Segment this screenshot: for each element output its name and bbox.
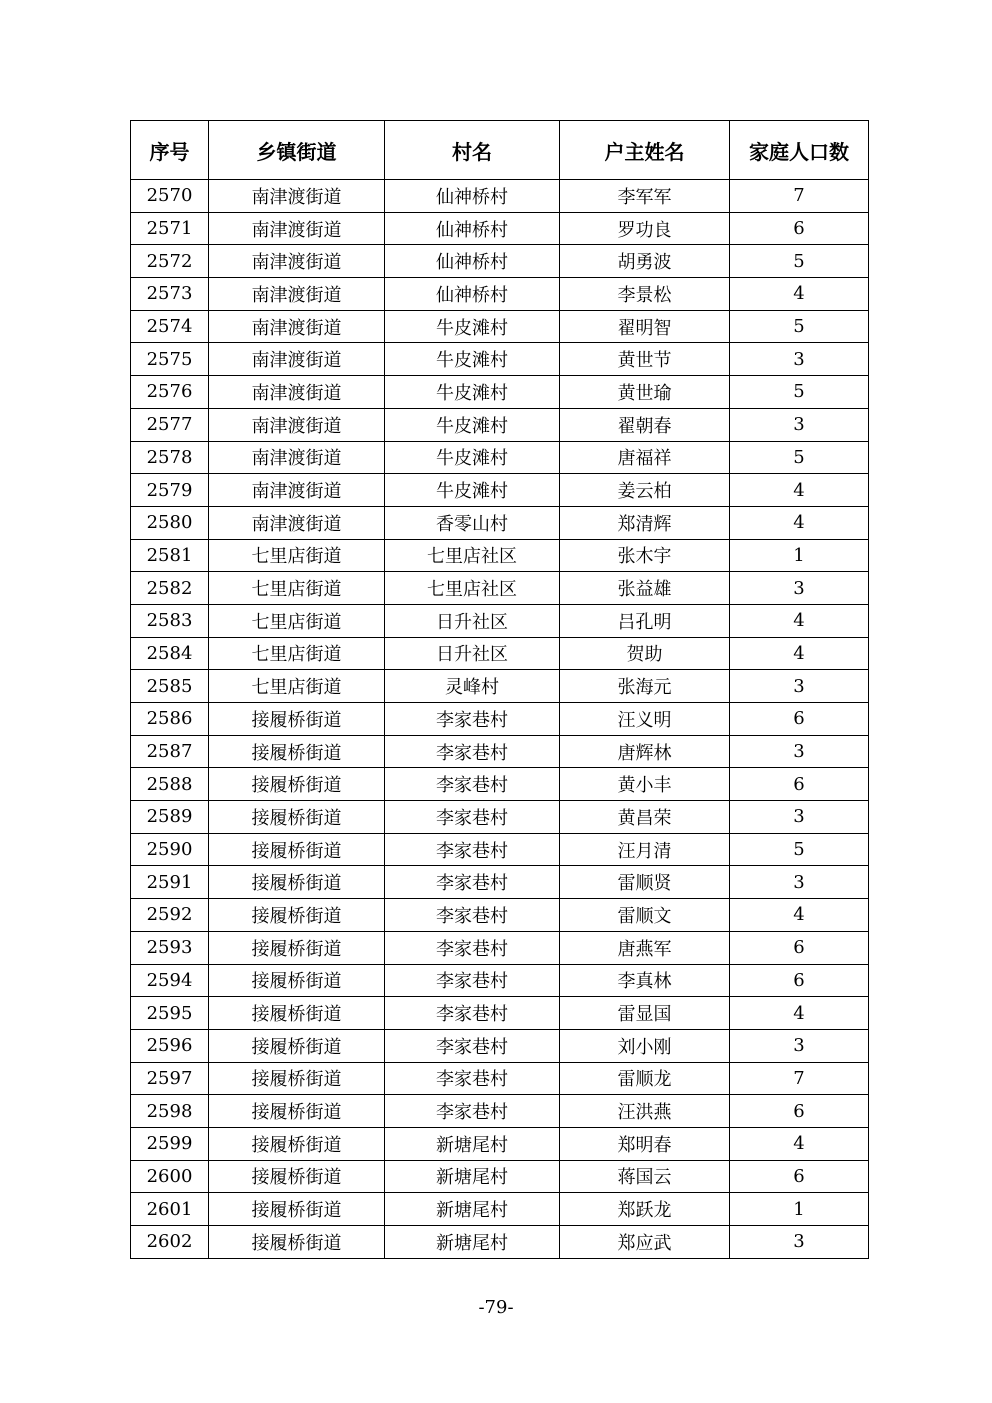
cell-family-size: 5 [730, 310, 869, 343]
table-row [131, 703, 869, 736]
cell-householder: 罗功良 [560, 212, 730, 245]
header-subdistrict: 乡镇街道 [209, 121, 385, 180]
table-row [131, 343, 869, 376]
cell-serial-number: 2579 [131, 474, 209, 507]
cell-family-size: 3 [730, 866, 869, 899]
cell-village: 李家巷村 [385, 768, 560, 801]
cell-serial-number: 2582 [131, 572, 209, 605]
cell-householder: 翟明智 [560, 310, 730, 343]
cell-subdistrict: 七里店街道 [209, 539, 385, 572]
cell-subdistrict: 接履桥街道 [209, 1095, 385, 1128]
table-row [131, 1095, 869, 1128]
cell-family-size: 4 [730, 899, 869, 932]
cell-householder: 黄世瑜 [560, 376, 730, 409]
cell-subdistrict: 接履桥街道 [209, 1160, 385, 1193]
cell-village: 香零山村 [385, 506, 560, 539]
cell-subdistrict: 接履桥街道 [209, 931, 385, 964]
table-row [131, 474, 869, 507]
cell-family-size: 4 [730, 637, 869, 670]
cell-village: 日升社区 [385, 604, 560, 637]
cell-householder: 张木宇 [560, 539, 730, 572]
table-row [131, 212, 869, 245]
page-number: -79- [478, 1297, 514, 1318]
cell-serial-number: 2596 [131, 1029, 209, 1062]
cell-family-size: 3 [730, 735, 869, 768]
cell-family-size: 4 [730, 506, 869, 539]
cell-village: 李家巷村 [385, 997, 560, 1030]
cell-family-size: 3 [730, 408, 869, 441]
cell-householder: 胡勇波 [560, 245, 730, 278]
cell-village: 李家巷村 [385, 735, 560, 768]
cell-householder: 黄昌荣 [560, 801, 730, 834]
cell-serial-number: 2584 [131, 637, 209, 670]
header-householder: 户主姓名 [560, 121, 730, 180]
cell-subdistrict: 南津渡街道 [209, 343, 385, 376]
cell-family-size: 4 [730, 1127, 869, 1160]
cell-village: 新塘尾村 [385, 1193, 560, 1226]
cell-village: 牛皮滩村 [385, 376, 560, 409]
cell-serial-number: 2588 [131, 768, 209, 801]
table-row [131, 180, 869, 213]
cell-village: 李家巷村 [385, 1062, 560, 1095]
cell-village: 牛皮滩村 [385, 343, 560, 376]
cell-family-size: 6 [730, 1160, 869, 1193]
cell-subdistrict: 接履桥街道 [209, 899, 385, 932]
cell-subdistrict: 接履桥街道 [209, 866, 385, 899]
table-row [131, 376, 869, 409]
cell-family-size: 4 [730, 997, 869, 1030]
cell-village: 日升社区 [385, 637, 560, 670]
cell-family-size: 5 [730, 245, 869, 278]
cell-village: 新塘尾村 [385, 1160, 560, 1193]
cell-serial-number: 2597 [131, 1062, 209, 1095]
cell-family-size: 3 [730, 670, 869, 703]
table-row [131, 866, 869, 899]
cell-village: 李家巷村 [385, 866, 560, 899]
cell-serial-number: 2591 [131, 866, 209, 899]
cell-serial-number: 2593 [131, 931, 209, 964]
cell-householder: 雷顺贤 [560, 866, 730, 899]
cell-householder: 蒋国云 [560, 1160, 730, 1193]
cell-village: 李家巷村 [385, 964, 560, 997]
cell-householder: 郑跃龙 [560, 1193, 730, 1226]
cell-subdistrict: 接履桥街道 [209, 833, 385, 866]
cell-family-size: 6 [730, 931, 869, 964]
cell-family-size: 5 [730, 441, 869, 474]
cell-family-size: 6 [730, 1095, 869, 1128]
cell-householder: 姜云柏 [560, 474, 730, 507]
table-header-row [131, 121, 869, 180]
cell-householder: 黄世节 [560, 343, 730, 376]
cell-family-size: 5 [730, 376, 869, 409]
cell-householder: 雷顺龙 [560, 1062, 730, 1095]
cell-householder: 吕孔明 [560, 604, 730, 637]
cell-village: 李家巷村 [385, 801, 560, 834]
cell-serial-number: 2571 [131, 212, 209, 245]
cell-village: 新塘尾村 [385, 1127, 560, 1160]
cell-village: 李家巷村 [385, 703, 560, 736]
cell-serial-number: 2594 [131, 964, 209, 997]
cell-subdistrict: 接履桥街道 [209, 1127, 385, 1160]
cell-family-size: 7 [730, 1062, 869, 1095]
table-row [131, 310, 869, 343]
cell-serial-number: 2602 [131, 1226, 209, 1259]
cell-householder: 雷顺文 [560, 899, 730, 932]
cell-householder: 唐燕军 [560, 931, 730, 964]
cell-subdistrict: 七里店街道 [209, 670, 385, 703]
household-table-container [130, 120, 868, 1259]
cell-subdistrict: 南津渡街道 [209, 506, 385, 539]
table-row [131, 1160, 869, 1193]
table-row [131, 670, 869, 703]
table-row [131, 1062, 869, 1095]
cell-village: 七里店社区 [385, 572, 560, 605]
table-row [131, 637, 869, 670]
table-row [131, 801, 869, 834]
cell-serial-number: 2581 [131, 539, 209, 572]
cell-village: 仙神桥村 [385, 278, 560, 311]
cell-village: 李家巷村 [385, 1095, 560, 1128]
cell-householder: 唐辉林 [560, 735, 730, 768]
header-serial-number: 序号 [131, 121, 209, 180]
table-row [131, 572, 869, 605]
household-table [130, 120, 869, 1259]
cell-family-size: 3 [730, 572, 869, 605]
cell-village: 七里店社区 [385, 539, 560, 572]
cell-subdistrict: 南津渡街道 [209, 441, 385, 474]
cell-householder: 张海元 [560, 670, 730, 703]
cell-serial-number: 2578 [131, 441, 209, 474]
cell-subdistrict: 南津渡街道 [209, 408, 385, 441]
cell-village: 牛皮滩村 [385, 408, 560, 441]
cell-family-size: 4 [730, 604, 869, 637]
cell-householder: 郑明春 [560, 1127, 730, 1160]
cell-subdistrict: 接履桥街道 [209, 1029, 385, 1062]
cell-householder: 李军军 [560, 180, 730, 213]
table-row [131, 539, 869, 572]
cell-family-size: 5 [730, 833, 869, 866]
cell-village: 仙神桥村 [385, 212, 560, 245]
cell-householder: 刘小刚 [560, 1029, 730, 1062]
cell-family-size: 6 [730, 768, 869, 801]
table-row [131, 441, 869, 474]
cell-village: 牛皮滩村 [385, 474, 560, 507]
cell-subdistrict: 南津渡街道 [209, 245, 385, 278]
cell-village: 新塘尾村 [385, 1226, 560, 1259]
table-row [131, 768, 869, 801]
cell-householder: 黄小丰 [560, 768, 730, 801]
cell-village: 灵峰村 [385, 670, 560, 703]
cell-subdistrict: 七里店街道 [209, 572, 385, 605]
cell-subdistrict: 南津渡街道 [209, 180, 385, 213]
cell-subdistrict: 七里店街道 [209, 604, 385, 637]
cell-family-size: 3 [730, 343, 869, 376]
table-row [131, 506, 869, 539]
cell-serial-number: 2595 [131, 997, 209, 1030]
cell-village: 仙神桥村 [385, 245, 560, 278]
table-row [131, 931, 869, 964]
table-row [131, 899, 869, 932]
cell-householder: 贺助 [560, 637, 730, 670]
table-row [131, 278, 869, 311]
cell-serial-number: 2570 [131, 180, 209, 213]
table-row [131, 964, 869, 997]
cell-householder: 李真林 [560, 964, 730, 997]
cell-householder: 郑清辉 [560, 506, 730, 539]
cell-subdistrict: 接履桥街道 [209, 768, 385, 801]
cell-householder: 李景松 [560, 278, 730, 311]
cell-subdistrict: 南津渡街道 [209, 310, 385, 343]
cell-subdistrict: 南津渡街道 [209, 376, 385, 409]
cell-subdistrict: 接履桥街道 [209, 703, 385, 736]
table-row [131, 1226, 869, 1259]
cell-family-size: 1 [730, 1193, 869, 1226]
cell-householder: 张益雄 [560, 572, 730, 605]
table-row [131, 1127, 869, 1160]
cell-family-size: 1 [730, 539, 869, 572]
header-family-size: 家庭人口数 [730, 121, 869, 180]
cell-village: 牛皮滩村 [385, 441, 560, 474]
header-village: 村名 [385, 121, 560, 180]
table-row [131, 1193, 869, 1226]
cell-householder: 雷显国 [560, 997, 730, 1030]
cell-serial-number: 2577 [131, 408, 209, 441]
cell-subdistrict: 七里店街道 [209, 637, 385, 670]
table-row [131, 408, 869, 441]
cell-subdistrict: 接履桥街道 [209, 1226, 385, 1259]
cell-subdistrict: 接履桥街道 [209, 801, 385, 834]
cell-serial-number: 2589 [131, 801, 209, 834]
table-body [131, 180, 869, 1259]
cell-family-size: 4 [730, 278, 869, 311]
cell-householder: 唐福祥 [560, 441, 730, 474]
cell-subdistrict: 南津渡街道 [209, 278, 385, 311]
table-row [131, 1029, 869, 1062]
cell-serial-number: 2601 [131, 1193, 209, 1226]
cell-subdistrict: 南津渡街道 [209, 212, 385, 245]
cell-subdistrict: 接履桥街道 [209, 1193, 385, 1226]
table-row [131, 245, 869, 278]
cell-serial-number: 2583 [131, 604, 209, 637]
cell-serial-number: 2580 [131, 506, 209, 539]
cell-serial-number: 2590 [131, 833, 209, 866]
cell-village: 李家巷村 [385, 899, 560, 932]
cell-family-size: 4 [730, 474, 869, 507]
cell-village: 李家巷村 [385, 931, 560, 964]
table-row [131, 604, 869, 637]
cell-village: 李家巷村 [385, 833, 560, 866]
cell-serial-number: 2592 [131, 899, 209, 932]
table-row [131, 833, 869, 866]
cell-serial-number: 2599 [131, 1127, 209, 1160]
cell-serial-number: 2587 [131, 735, 209, 768]
cell-family-size: 3 [730, 1226, 869, 1259]
cell-subdistrict: 南津渡街道 [209, 474, 385, 507]
cell-householder: 汪义明 [560, 703, 730, 736]
cell-serial-number: 2598 [131, 1095, 209, 1128]
cell-family-size: 3 [730, 801, 869, 834]
cell-village: 牛皮滩村 [385, 310, 560, 343]
cell-serial-number: 2586 [131, 703, 209, 736]
cell-family-size: 7 [730, 180, 869, 213]
cell-family-size: 6 [730, 964, 869, 997]
cell-serial-number: 2574 [131, 310, 209, 343]
cell-householder: 汪月清 [560, 833, 730, 866]
cell-family-size: 6 [730, 703, 869, 736]
cell-subdistrict: 接履桥街道 [209, 735, 385, 768]
cell-subdistrict: 接履桥街道 [209, 964, 385, 997]
cell-serial-number: 2575 [131, 343, 209, 376]
cell-subdistrict: 接履桥街道 [209, 997, 385, 1030]
table-row [131, 735, 869, 768]
cell-serial-number: 2572 [131, 245, 209, 278]
cell-subdistrict: 接履桥街道 [209, 1062, 385, 1095]
table-row [131, 997, 869, 1030]
cell-family-size: 6 [730, 212, 869, 245]
cell-village: 仙神桥村 [385, 180, 560, 213]
cell-serial-number: 2573 [131, 278, 209, 311]
cell-householder: 郑应武 [560, 1226, 730, 1259]
cell-serial-number: 2585 [131, 670, 209, 703]
cell-householder: 汪洪燕 [560, 1095, 730, 1128]
cell-serial-number: 2576 [131, 376, 209, 409]
cell-serial-number: 2600 [131, 1160, 209, 1193]
cell-family-size: 3 [730, 1029, 869, 1062]
cell-village: 李家巷村 [385, 1029, 560, 1062]
cell-householder: 翟朝春 [560, 408, 730, 441]
